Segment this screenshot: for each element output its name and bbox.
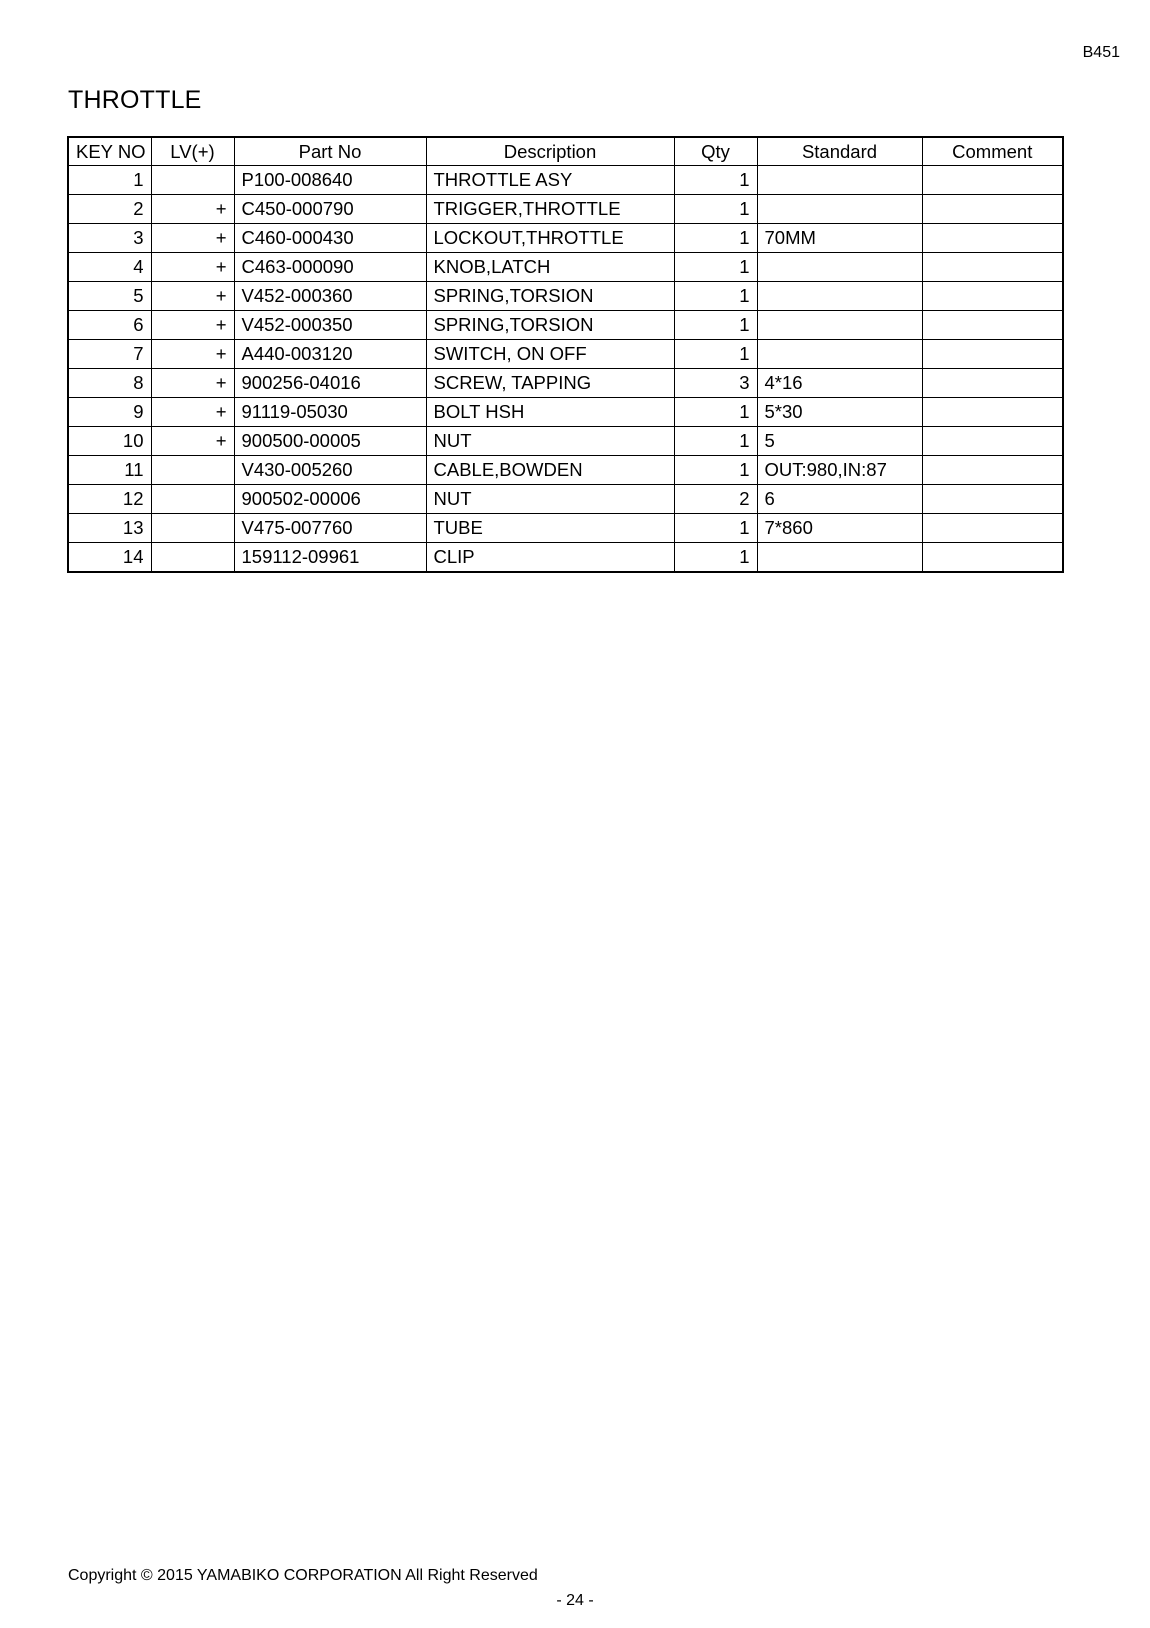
parts-table-body [68, 166, 1063, 573]
standard-cell [757, 543, 922, 573]
part-no-cell: 900500-00005 [234, 427, 426, 456]
standard-cell: 6 [757, 485, 922, 514]
description-cell: NUT [426, 485, 674, 514]
qty-cell: 1 [674, 282, 757, 311]
lv-cell: + [151, 369, 234, 398]
description-cell: LOCKOUT,THROTTLE [426, 224, 674, 253]
comment-cell [922, 166, 1063, 195]
qty-cell: 2 [674, 485, 757, 514]
table-row [68, 369, 1063, 398]
description-cell: SWITCH, ON OFF [426, 340, 674, 369]
table-row [68, 514, 1063, 543]
part-no-cell: V430-005260 [234, 456, 426, 485]
lv-cell: + [151, 282, 234, 311]
lv-cell [151, 485, 234, 514]
standard-cell: 5*30 [757, 398, 922, 427]
copyright-notice: Copyright © 2015 YAMABIKO CORPORATION All Right Reserved [68, 1567, 538, 1584]
qty-cell: 1 [674, 427, 757, 456]
lv-cell: + [151, 253, 234, 282]
table-row [68, 427, 1063, 456]
standard-cell [757, 311, 922, 340]
table-row [68, 398, 1063, 427]
comment-cell [922, 398, 1063, 427]
table-row [68, 166, 1063, 195]
key-no-cell: 13 [68, 514, 151, 543]
comment-cell [922, 253, 1063, 282]
column-header-part-no: Part No [234, 137, 426, 166]
part-no-cell: 900502-00006 [234, 485, 426, 514]
qty-cell: 1 [674, 166, 757, 195]
page-number: - 24 - [556, 1592, 594, 1609]
standard-cell: 5 [757, 427, 922, 456]
key-no-cell: 5 [68, 282, 151, 311]
part-no-cell: P100-008640 [234, 166, 426, 195]
key-no-cell: 12 [68, 485, 151, 514]
standard-cell: 4*16 [757, 369, 922, 398]
standard-cell [757, 282, 922, 311]
column-header-key-no: KEY NO [68, 137, 151, 166]
column-header-description: Description [426, 137, 674, 166]
description-cell: SCREW, TAPPING [426, 369, 674, 398]
description-cell: SPRING,TORSION [426, 282, 674, 311]
qty-cell: 3 [674, 369, 757, 398]
part-no-cell: V475-007760 [234, 514, 426, 543]
standard-cell: 7*860 [757, 514, 922, 543]
lv-cell: + [151, 340, 234, 369]
column-header-comment: Comment [922, 137, 1063, 166]
part-no-cell: 91119-05030 [234, 398, 426, 427]
key-no-cell: 3 [68, 224, 151, 253]
document-code: B451 [1082, 44, 1120, 61]
comment-cell [922, 282, 1063, 311]
comment-cell [922, 485, 1063, 514]
lv-cell: + [151, 311, 234, 340]
comment-cell [922, 543, 1063, 573]
description-cell: CABLE,BOWDEN [426, 456, 674, 485]
key-no-cell: 9 [68, 398, 151, 427]
key-no-cell: 6 [68, 311, 151, 340]
standard-cell: 70MM [757, 224, 922, 253]
column-header-lv: LV(+) [151, 137, 234, 166]
description-cell: TRIGGER,THROTTLE [426, 195, 674, 224]
standard-cell [757, 166, 922, 195]
table-header-row [68, 137, 1063, 166]
key-no-cell: 4 [68, 253, 151, 282]
qty-cell: 1 [674, 224, 757, 253]
description-cell: SPRING,TORSION [426, 311, 674, 340]
key-no-cell: 8 [68, 369, 151, 398]
standard-cell [757, 340, 922, 369]
table-row [68, 253, 1063, 282]
lv-cell [151, 514, 234, 543]
comment-cell [922, 224, 1063, 253]
description-cell: BOLT HSH [426, 398, 674, 427]
key-no-cell: 11 [68, 456, 151, 485]
standard-cell [757, 253, 922, 282]
key-no-cell: 10 [68, 427, 151, 456]
standard-cell [757, 195, 922, 224]
parts-table [67, 136, 1064, 573]
lv-cell: + [151, 427, 234, 456]
comment-cell [922, 311, 1063, 340]
part-no-cell: C450-000790 [234, 195, 426, 224]
comment-cell [922, 427, 1063, 456]
qty-cell: 1 [674, 514, 757, 543]
comment-cell [922, 514, 1063, 543]
comment-cell [922, 456, 1063, 485]
comment-cell [922, 369, 1063, 398]
key-no-cell: 7 [68, 340, 151, 369]
description-cell: KNOB,LATCH [426, 253, 674, 282]
part-no-cell: 159112-09961 [234, 543, 426, 573]
lv-cell [151, 456, 234, 485]
key-no-cell: 1 [68, 166, 151, 195]
comment-cell [922, 195, 1063, 224]
qty-cell: 1 [674, 456, 757, 485]
part-no-cell: V452-000350 [234, 311, 426, 340]
lv-cell: + [151, 195, 234, 224]
part-no-cell: A440-003120 [234, 340, 426, 369]
qty-cell: 1 [674, 340, 757, 369]
lv-cell: + [151, 398, 234, 427]
column-header-qty: Qty [674, 137, 757, 166]
table-row [68, 543, 1063, 573]
lv-cell [151, 166, 234, 195]
description-cell: NUT [426, 427, 674, 456]
description-cell: TUBE [426, 514, 674, 543]
key-no-cell: 2 [68, 195, 151, 224]
table-row [68, 224, 1063, 253]
part-no-cell: 900256-04016 [234, 369, 426, 398]
table-row [68, 456, 1063, 485]
table-row [68, 195, 1063, 224]
lv-cell: + [151, 224, 234, 253]
qty-cell: 1 [674, 311, 757, 340]
part-no-cell: C463-000090 [234, 253, 426, 282]
table-row [68, 282, 1063, 311]
page-title: THROTTLE [68, 86, 202, 114]
lv-cell [151, 543, 234, 573]
description-cell: CLIP [426, 543, 674, 573]
column-header-standard: Standard [757, 137, 922, 166]
description-cell: THROTTLE ASY [426, 166, 674, 195]
standard-cell: OUT:980,IN:87 [757, 456, 922, 485]
qty-cell: 1 [674, 543, 757, 573]
qty-cell: 1 [674, 195, 757, 224]
part-no-cell: V452-000360 [234, 282, 426, 311]
qty-cell: 1 [674, 253, 757, 282]
table-row [68, 340, 1063, 369]
part-no-cell: C460-000430 [234, 224, 426, 253]
comment-cell [922, 340, 1063, 369]
table-row [68, 311, 1063, 340]
key-no-cell: 14 [68, 543, 151, 573]
table-row [68, 485, 1063, 514]
qty-cell: 1 [674, 398, 757, 427]
